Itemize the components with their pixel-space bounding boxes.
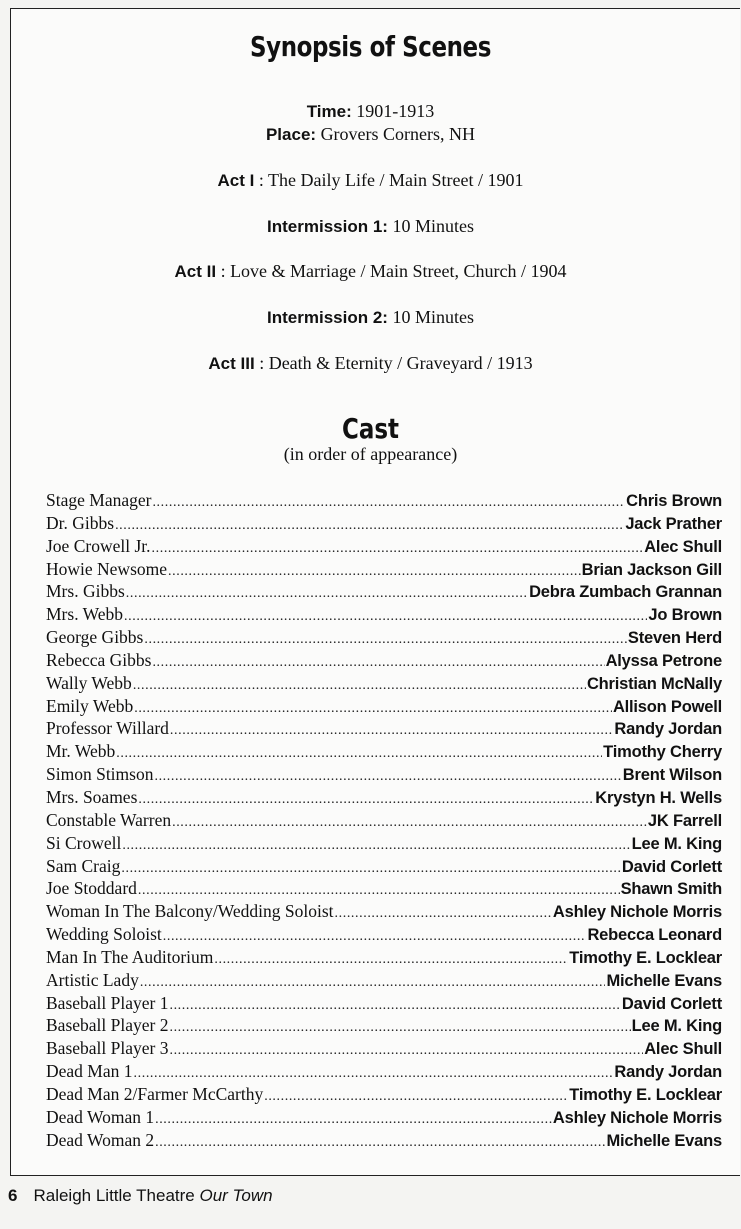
page-number: 6 (8, 1186, 18, 1205)
cast-role: Dead Woman 2 (46, 1129, 155, 1150)
cast-row (46, 786, 722, 809)
cast-row (46, 992, 722, 1015)
cast-row (46, 717, 722, 740)
intermission2-value: 10 Minutes (392, 307, 474, 327)
dot-leader (168, 561, 581, 584)
dot-leader (154, 766, 621, 789)
cast-actor: Debra Zumbach Grannan (529, 583, 722, 602)
cast-role: Woman In The Balcony/Wedding Soloist (46, 901, 334, 922)
cast-actor: JK Farrell (647, 811, 722, 830)
dot-leader (144, 629, 627, 652)
cast-role: Baseball Player 1 (46, 992, 169, 1013)
cast-role: Dead Woman 1 (46, 1106, 155, 1127)
cast-row (46, 580, 722, 603)
cast-row (46, 877, 722, 900)
cast-row (46, 603, 722, 626)
act3-value: : Death & Eternity / Graveyard / 1913 (259, 353, 533, 373)
cast-row (46, 535, 722, 558)
dot-leader (138, 789, 594, 812)
cast-row (46, 1106, 722, 1129)
cast-row (46, 969, 722, 992)
cast-role: Artistic Lady (46, 969, 139, 990)
cast-actor: Lee M. King (631, 834, 722, 853)
cast-role: Joe Crowell Jr. (46, 535, 151, 556)
time-line (0, 100, 741, 123)
dot-leader (116, 743, 602, 766)
cast-actor: Jo Brown (648, 606, 722, 625)
cast-role: Constable Warren (46, 809, 172, 830)
act2-value: : Love & Marriage / Main Street, Church / 1904 (220, 261, 567, 281)
dot-leader (163, 926, 587, 949)
synopsis-title: Synopsis of Scenes (250, 30, 491, 63)
cast-actor: Alec Shull (644, 1040, 722, 1059)
cast-row (46, 923, 722, 946)
dot-leader (169, 1017, 630, 1040)
dot-leader (115, 515, 624, 538)
cast-actor: Allison Powell (612, 697, 722, 716)
cast-role: Sam Craig (46, 855, 121, 876)
dot-leader (335, 903, 552, 926)
cast-row (46, 672, 722, 695)
cast-row (46, 558, 722, 581)
intermission1-line (0, 215, 741, 238)
cast-role: Mrs. Soames (46, 786, 138, 807)
cast-role: Joe Stoddard (46, 878, 137, 899)
intermission2-label: Intermission 2: (267, 308, 388, 327)
cast-row (46, 832, 722, 855)
cast-role: Baseball Player 3 (46, 1038, 169, 1059)
dot-leader (155, 1132, 605, 1155)
time-label: Time: (306, 102, 352, 121)
cast-row (46, 946, 722, 969)
cast-actor: Randy Jordan (614, 720, 722, 739)
cast-list (46, 489, 722, 1151)
dot-leader (140, 972, 606, 995)
cast-role: Wally Webb (46, 672, 132, 693)
dot-leader (152, 538, 644, 561)
act3-line (0, 352, 741, 375)
dot-leader (170, 720, 613, 743)
cast-role: Howie Newsome (46, 558, 168, 579)
cast-actor: Ashley Nichole Morris (552, 1108, 722, 1127)
cast-row (46, 1129, 722, 1152)
cast-actor: Timothy E. Locklear (569, 948, 722, 967)
act2-line (0, 260, 741, 283)
dot-leader (214, 949, 568, 972)
dot-leader (169, 995, 620, 1018)
dot-leader (172, 812, 647, 835)
cast-role: Si Crowell (46, 832, 122, 853)
cast-actor: Krystyn H. Wells (595, 788, 722, 807)
act3-label: Act III (208, 354, 255, 373)
cast-row (46, 763, 722, 786)
dot-leader (134, 698, 612, 721)
dot-leader (133, 675, 586, 698)
cast-role: Man In The Auditorium (46, 946, 214, 967)
cast-actor: Brian Jackson Gill (581, 560, 722, 579)
act1-value: : The Daily Life / Main Street / 1901 (258, 170, 524, 190)
cast-actor: Lee M. King (631, 1017, 722, 1036)
cast-title: Cast (342, 412, 399, 445)
cast-row (46, 1083, 722, 1106)
dot-leader (169, 1040, 643, 1063)
cast-actor: Timothy Cherry (603, 743, 722, 762)
cast-row (46, 489, 722, 512)
cast-role: Dead Man 1 (46, 1061, 133, 1082)
cast-role: Dead Man 2/Farmer McCarthy (46, 1083, 264, 1104)
cast-actor: Brent Wilson (622, 766, 722, 785)
cast-actor: Shawn Smith (620, 880, 722, 899)
dot-leader (126, 583, 528, 606)
cast-actor: David Corlett (621, 994, 722, 1013)
cast-role: Mrs. Gibbs (46, 581, 125, 602)
cast-subtitle: (in order of appearance) (283, 444, 458, 464)
dot-leader (152, 492, 625, 515)
cast-role: Mrs. Webb (46, 604, 124, 625)
cast-actor: Rebecca Leonard (587, 926, 722, 945)
dot-leader (155, 1109, 552, 1132)
cast-actor: Michelle Evans (606, 971, 722, 990)
cast-row (46, 740, 722, 763)
cast-role: Wedding Soloist (46, 924, 162, 945)
cast-actor: Randy Jordan (614, 1063, 722, 1082)
intermission2-line (0, 306, 741, 329)
cast-row (46, 809, 722, 832)
cast-role: Rebecca Gibbs (46, 649, 152, 670)
place-label: Place: (265, 125, 317, 144)
place-value: Grovers Corners, NH (320, 124, 476, 144)
cast-role: Professor Willard (46, 718, 169, 739)
cast-row (46, 900, 722, 923)
cast-role: Emily Webb (46, 695, 134, 716)
cast-actor: Michelle Evans (606, 1131, 722, 1150)
cast-actor: Timothy E. Locklear (569, 1085, 722, 1104)
cast-row (46, 855, 722, 878)
dot-leader (121, 858, 621, 881)
time-value: 1901-1913 (356, 101, 435, 121)
cast-actor: Alec Shull (644, 537, 722, 556)
theatre-name: Raleigh Little Theatre (33, 1186, 195, 1205)
cast-row (46, 512, 722, 535)
dot-leader (152, 652, 604, 675)
dot-leader (122, 835, 630, 858)
play-title: Our Town (199, 1186, 273, 1205)
cast-actor: Christian McNally (586, 674, 722, 693)
cast-actor: Steven Herd (627, 629, 722, 648)
cast-actor: Ashley Nichole Morris (552, 903, 722, 922)
dot-leader (264, 1086, 568, 1109)
cast-actor: David Corlett (621, 857, 722, 876)
act2-label: Act II (174, 262, 217, 281)
cast-role: Simon Stimson (46, 764, 154, 785)
cast-row (46, 1060, 722, 1083)
dot-leader (124, 606, 647, 629)
place-line (0, 123, 741, 146)
cast-actor: Chris Brown (626, 492, 722, 510)
cast-role: Dr. Gibbs (46, 512, 115, 533)
cast-role: Baseball Player 2 (46, 1015, 169, 1036)
cast-row (46, 626, 722, 649)
intermission1-value: 10 Minutes (392, 216, 474, 236)
cast-row (46, 649, 722, 672)
page-footer (8, 1186, 273, 1206)
act1-line (0, 169, 741, 192)
act1-label: Act I (217, 171, 255, 190)
intermission1-label: Intermission 1: (267, 217, 388, 236)
cast-actor: Jack Prather (625, 514, 722, 533)
cast-role: Stage Manager (46, 490, 152, 510)
cast-role: George Gibbs (46, 627, 144, 648)
cast-row (46, 1014, 722, 1037)
cast-row (46, 695, 722, 718)
cast-row (46, 1037, 722, 1060)
cast-role: Mr. Webb (46, 741, 116, 762)
cast-actor: Alyssa Petrone (605, 651, 722, 670)
